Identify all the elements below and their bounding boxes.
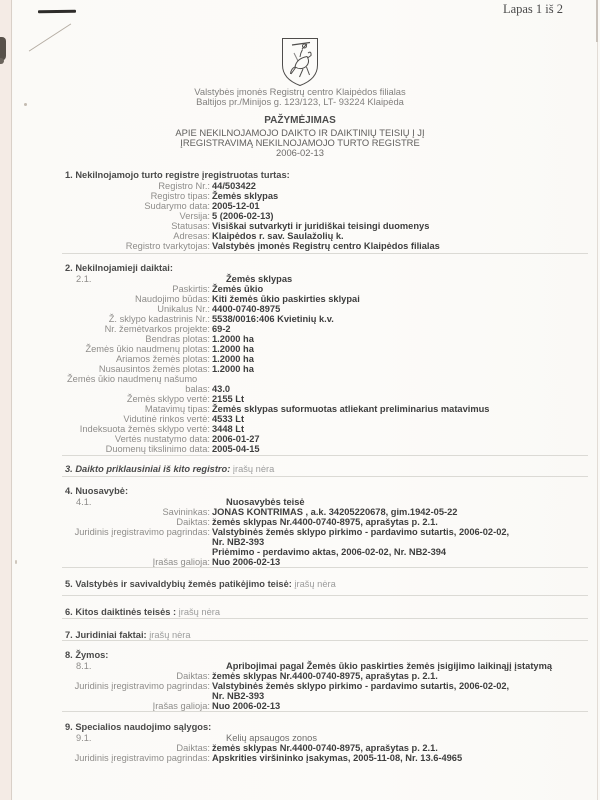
field-label: Daiktas:: [176, 671, 210, 681]
field-row: [62, 507, 588, 517]
field-value: Žemės sklypas: [226, 274, 293, 284]
field-row: [62, 701, 588, 711]
field-value: 69-2: [212, 324, 231, 334]
field-label: Sudarymo data:: [144, 201, 210, 211]
field-label: [62, 691, 210, 701]
field-row: [62, 414, 588, 424]
section-ownership: [62, 477, 588, 568]
field-label: Registro tipas:: [150, 191, 210, 201]
field-row: [62, 547, 588, 557]
field-row: [62, 661, 588, 671]
field-label: Daiktas:: [176, 743, 210, 753]
section-heading: [62, 464, 588, 474]
field-label: [62, 547, 210, 557]
field-row: [62, 527, 588, 537]
field-row: [62, 557, 588, 567]
field-row: [62, 753, 588, 763]
field-value: Apskrities viršininko įsakymas, 2005-11-08, Nr. 13.6-4965: [212, 753, 463, 763]
section-other-property-rights: [62, 596, 588, 619]
field-value: Priėmimo - perdavimo aktas, 2006-02-02, Nr. NB2-394: [212, 547, 447, 557]
field-value: 1.2000 ha: [212, 364, 254, 374]
field-label: Nusausintos žemės plotas:: [98, 364, 210, 374]
field-label: Žemės ūkio naudmenų plotas:: [85, 344, 210, 354]
no-records-value: įrašų nėra: [146, 630, 191, 640]
field-row: [62, 324, 588, 334]
field-label: Bendras plotas:: [145, 334, 210, 344]
field-label: Adresas:: [173, 231, 210, 241]
field-label: Paskirtis:: [172, 284, 210, 294]
field-value: 2006-01-27: [212, 434, 260, 444]
field-label: 4.1.: [76, 497, 92, 507]
field-label: Savininkas:: [162, 507, 210, 517]
field-label: Žemės sklypo vertė:: [126, 394, 210, 404]
field-value: 44/503422: [212, 181, 256, 191]
field-value: Nuo 2006-02-13: [212, 701, 281, 711]
document-title: PAŽYMĖJIMAS: [264, 115, 336, 126]
field-label: 9.1.: [76, 733, 92, 743]
field-value: 1.2000 ha: [212, 334, 254, 344]
field-row: [62, 537, 588, 547]
field-row: [62, 497, 588, 507]
field-row: [62, 314, 588, 324]
field-row: [62, 191, 588, 201]
section-heading-text: 7. Juridiniai faktai:: [65, 630, 147, 640]
section-rows: [62, 274, 588, 454]
field-label: Registro tvarkytojas:: [125, 241, 210, 251]
field-value: Klaipėdos r. sav. Saulažolių k.: [212, 231, 344, 241]
field-row: [62, 304, 588, 314]
field-row: [62, 181, 588, 191]
field-row: [62, 517, 588, 527]
section-heading-text: 9. Specialios naudojimo sąlygos:: [65, 722, 212, 732]
field-row: [62, 444, 588, 454]
field-value: Žemės sklypas suformuotas atliekant preliminarius matavimus: [212, 404, 490, 414]
field-value: žemės sklypas Nr.4400-0740-8975, aprašytas p. 2.1.: [212, 517, 438, 527]
document-subtitle-line1: APIE NEKILNOJAMOJO DAIKTO IR DAIKTINIŲ TEISIŲ Į JĮ: [175, 127, 425, 138]
field-value: Valstybės įmonės Registrų centro Klaipėdos filialas: [212, 241, 440, 251]
field-row: [62, 404, 588, 414]
section-heading-text: 8. Žymos:: [65, 650, 109, 660]
field-label: Įrašas galioja:: [152, 557, 210, 567]
field-row: [62, 434, 588, 444]
section-rows: [62, 181, 588, 251]
field-value: 4533 Lt: [212, 414, 245, 424]
field-value: 2005-12-01: [212, 201, 260, 211]
no-records-value: įrašų nėra: [176, 607, 221, 617]
field-row: [62, 374, 588, 384]
field-label: Vidutinė rinkos vertė:: [123, 414, 210, 424]
field-value: Nuo 2006-02-13: [212, 557, 281, 567]
field-label: Juridinis įregistravimo pagrindas:: [74, 753, 210, 763]
field-label: Matavimų tipas:: [144, 404, 210, 414]
field-value: 1.2000 ha: [212, 354, 254, 364]
field-value: Žemės sklypas: [212, 191, 279, 201]
field-value: 1.2000 ha: [212, 344, 254, 354]
field-label: Daiktas:: [176, 517, 210, 527]
field-row: [62, 344, 588, 354]
issuer-name: Valstybės įmonės Registrų centro Klaipėdos filialas: [194, 86, 406, 97]
section-heading: [62, 607, 588, 617]
section-heading-text: 3. Daikto priklausiniai iš kito registro:: [65, 464, 231, 474]
section-legal-facts: [62, 619, 588, 641]
field-value: 2005-04-15: [212, 444, 260, 454]
section-rows: [62, 733, 588, 763]
section-heading: [62, 722, 588, 732]
field-row: [62, 241, 588, 251]
field-label: 2.1.: [76, 274, 92, 284]
field-label: Juridinis įregistravimo pagrindas:: [74, 527, 210, 537]
field-value: JONAS KONTRIMAS , a.k. 34205220678, gim.1942-05-22: [212, 507, 458, 517]
field-value: 5538/0016:406 Kvietinių k.v.: [212, 314, 334, 324]
field-value: Kelių apsaugos zonos: [226, 733, 317, 743]
field-label: Registro Nr.:: [158, 181, 210, 191]
field-label: balas:: [185, 384, 210, 394]
field-row: [62, 424, 588, 434]
field-value: žemės sklypas Nr.4400-0740-8975, aprašytas p. 2.1.: [212, 671, 438, 681]
section-rows: [62, 497, 588, 567]
field-label: Naudojimo būdas:: [135, 294, 210, 304]
field-value: Kiti žemės ūkio paskirties sklypai: [212, 294, 360, 304]
field-value: 43.0: [212, 384, 231, 394]
field-value: Žemės ūkio: [212, 284, 264, 294]
field-row: [62, 211, 588, 221]
document-subtitle-line2: ĮREGISTRAVIMĄ NEKILNOJAMOJO TURTO REGISTRE: [180, 137, 420, 148]
field-row: [62, 743, 588, 753]
field-row: [62, 733, 588, 743]
field-row: [62, 274, 588, 284]
issuer-address: Baltijos pr./Minijos g. 123/123, LT- 93224 Klaipėda: [196, 96, 404, 107]
field-label: Ariamos žemės plotas:: [115, 354, 210, 364]
scan-ink-bar-mark: [38, 10, 76, 14]
field-row: [62, 671, 588, 681]
field-label: Žemės ūkio naudmenų našumo: [67, 374, 198, 384]
section-heading-text: 2. Nekilnojamieji daiktai:: [65, 263, 173, 273]
section-registered-property: [62, 161, 588, 254]
field-row: [62, 691, 588, 701]
field-row: [62, 394, 588, 404]
section-heading: [62, 170, 588, 180]
field-value: Nr. NB2-393: [212, 537, 265, 547]
field-label: [62, 537, 210, 547]
section-heading-text: 4. Nuosavybė:: [65, 486, 129, 496]
field-label: Statusas:: [171, 221, 210, 231]
scan-speck: [15, 560, 17, 564]
field-row: [62, 354, 588, 364]
field-value: Nuosavybės teisė: [226, 497, 305, 507]
section-real-property-objects: [62, 254, 588, 456]
lithuania-vytis-emblem-icon: [281, 37, 319, 92]
field-label: 8.1.: [76, 661, 92, 671]
field-value: Valstybinės žemės sklypo pirkimo - pardavimo sutartis, 2006-02-02,: [212, 681, 510, 691]
section-appurtenances: [62, 456, 588, 477]
field-row: [62, 231, 588, 241]
section-heading: [62, 486, 588, 496]
section-heading-text: 1. Nekilnojamojo turto registre įregistruotas turtas:: [65, 170, 290, 180]
field-label: Versija:: [179, 211, 210, 221]
section-heading-text: 5. Valstybės ir savivaldybių žemės patikėjimo teisė:: [65, 579, 292, 589]
section-heading: [62, 650, 588, 660]
field-label: Įrašas galioja:: [152, 701, 210, 711]
field-value: 2155 Lt: [212, 394, 245, 404]
no-records-value: įrašų nėra: [230, 464, 275, 474]
field-label: Unikalus Nr.:: [157, 304, 210, 314]
field-label: Nr. žemėtvarkos projekte:: [104, 324, 210, 334]
field-row: [62, 334, 588, 344]
field-label: Juridinis įregistravimo pagrindas:: [74, 681, 210, 691]
field-value: Apribojimai pagal Žemės ūkio paskirties žemės įsigijimo laikinąjį įstatymą: [226, 661, 553, 671]
field-row: [62, 384, 588, 394]
field-row: [62, 681, 588, 691]
field-label: Ž. sklypo kadastrinis Nr.:: [108, 314, 210, 324]
no-records-value: įrašų nėra: [291, 579, 336, 589]
field-value: 4400-0740-8975: [212, 304, 281, 314]
section-notations: [62, 641, 588, 712]
section-state-land-trust: [62, 568, 588, 596]
field-value: Valstybinės žemės sklypo pirkimo - pardavimo sutartis, 2006-02-02,: [212, 527, 510, 537]
field-row: [62, 294, 588, 304]
field-value: žemės sklypas Nr.4400-0740-8975, aprašytas p. 2.1.: [212, 743, 438, 753]
sheet-number-label: Lapas 1 iš 2: [502, 2, 563, 16]
section-rows: [62, 661, 588, 711]
scan-pencil-stroke: [29, 23, 71, 51]
field-label: Indeksuota žemės sklypo vertė:: [79, 424, 210, 434]
scan-right-edge-line-top: [596, 0, 598, 42]
field-value: 3448 Lt: [212, 424, 245, 434]
field-label: Duomenų tikslinimo data:: [105, 444, 210, 454]
field-row: [62, 201, 588, 211]
document-body: [62, 161, 588, 763]
field-row: [62, 364, 588, 374]
field-value: Nr. NB2-393: [212, 691, 265, 701]
field-row: [62, 221, 588, 231]
field-value: Visiškai sutvarkyti ir juridiškai teisingi duomenys: [212, 221, 430, 231]
field-value: 5 (2006-02-13): [212, 211, 274, 221]
field-label: Vertės nustatymo data:: [114, 434, 210, 444]
section-heading-text: 6. Kitos daiktinės teisės :: [65, 607, 177, 617]
section-heading: [62, 263, 588, 273]
section-heading: [62, 579, 588, 589]
field-row: [62, 284, 588, 294]
document-date: 2006-02-13: [276, 147, 324, 158]
section-heading: [62, 630, 588, 640]
section-special-use-conditions: [62, 712, 588, 763]
